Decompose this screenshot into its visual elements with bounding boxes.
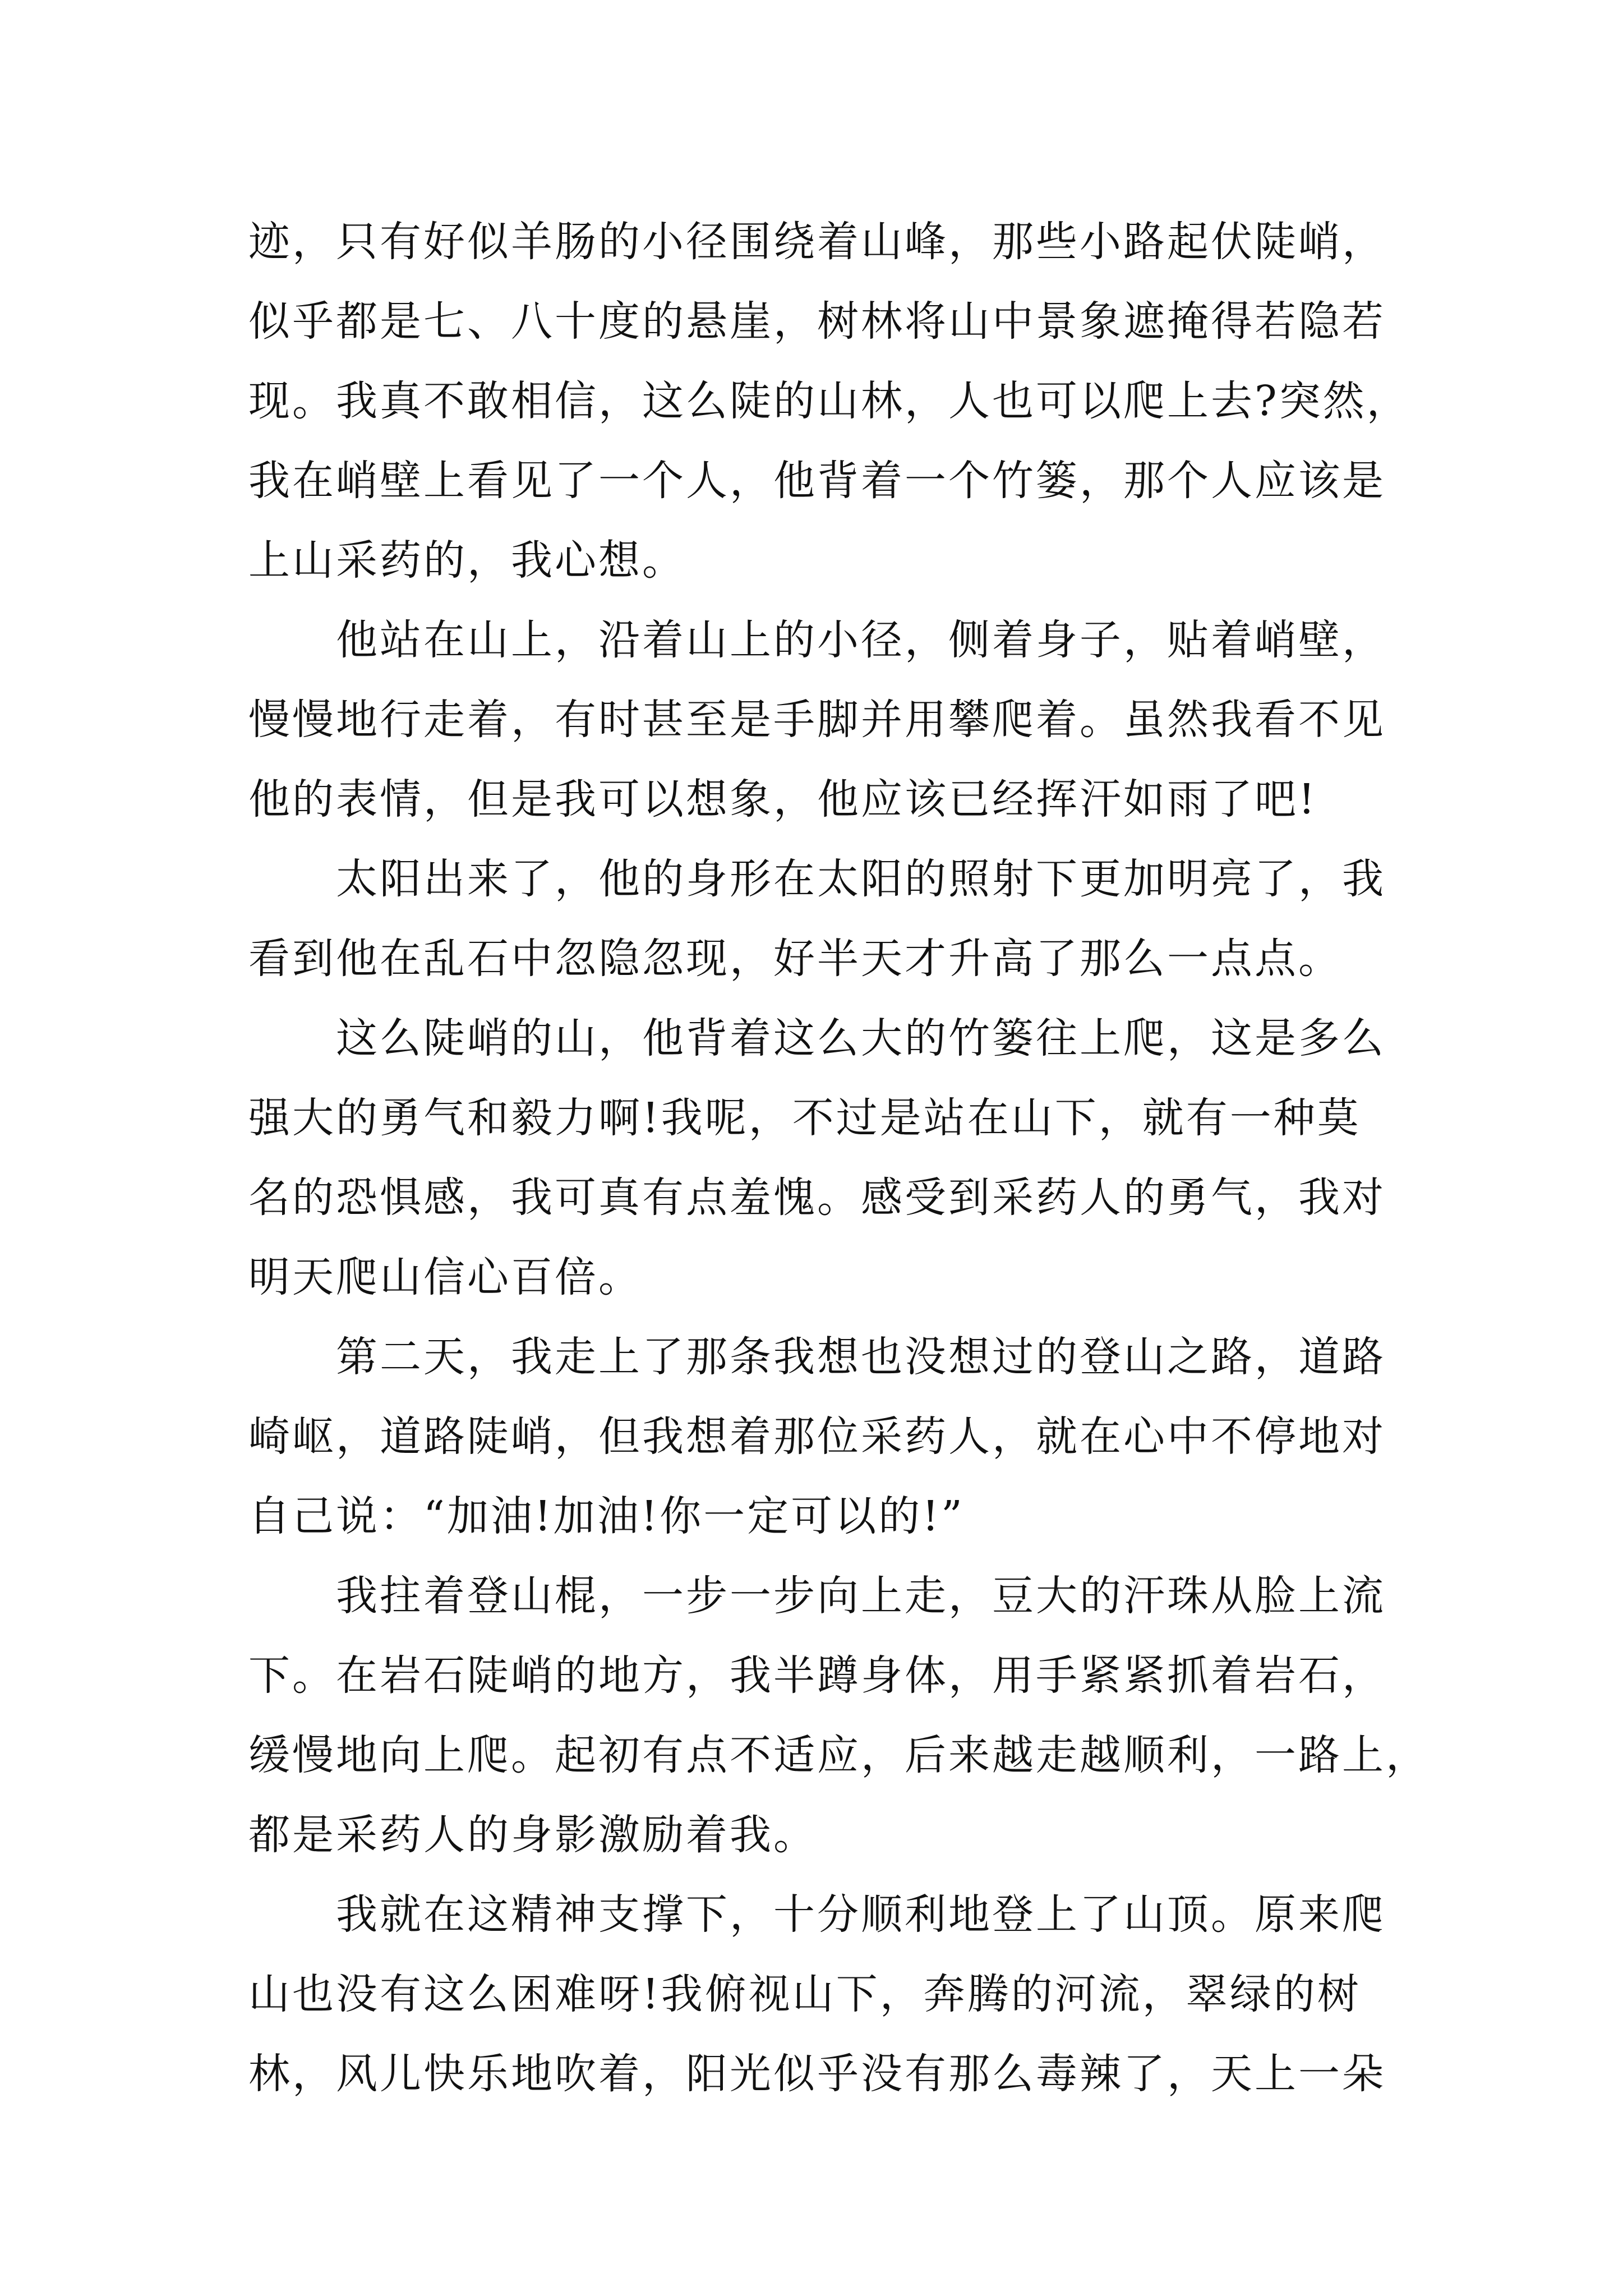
paragraph-first-line: 这么陡峭的山，他背着这么大的竹篓往上爬，这是多么 xyxy=(336,1014,1386,1062)
document-body xyxy=(248,202,1430,2114)
text-line: 强大的勇气和毅力啊!我呢，不过是站在山下，就有一种莫 xyxy=(248,1094,1361,1142)
text-line: 都是采药人的身影激励着我。 xyxy=(248,1811,817,1859)
text-line: 看到他在乱石中忽隐忽现，好半天才升高了那么一点点。 xyxy=(248,935,1342,983)
text-line: 下。在岩石陡峭的地方，我半蹲身体，用手紧紧抓着岩石， xyxy=(248,1651,1386,1700)
text-line: 迹，只有好似羊肠的小径围绕着山峰，那些小路起伏陡峭， xyxy=(248,218,1386,266)
text-line: 慢慢地行走着，有时甚至是手脚并用攀爬着。虽然我看不见 xyxy=(248,696,1386,744)
text-line: 缓慢地向上爬。起初有点不适应，后来越走越顺利，一路上， xyxy=(248,1731,1430,1779)
text-line: 崎岖，道路陡峭，但我想着那位采药人，就在心中不停地对 xyxy=(248,1412,1386,1461)
paragraph-first-line: 第二天，我走上了那条我想也没想过的登山之路，道路 xyxy=(336,1333,1386,1381)
text-line: 他的表情，但是我可以想象，他应该已经挥汗如雨了吧! xyxy=(248,775,1317,823)
paragraph-first-line: 太阳出来了，他的身形在太阳的照射下更加明亮了，我 xyxy=(336,855,1386,903)
text-line: 山也没有这么困难呀!我俯视山下，奔腾的河流，翠绿的树 xyxy=(248,1970,1361,2018)
text-line: 上山采药的，我心想。 xyxy=(248,536,686,585)
text-line: 现。我真不敢相信，这么陡的山林，人也可以爬上去?突然， xyxy=(248,377,1410,425)
paragraph-first-line: 他站在山上，沿着山上的小径，侧着身子，贴着峭壁， xyxy=(336,616,1386,664)
text-line: 明天爬山信心百倍。 xyxy=(248,1253,642,1301)
text-line: 名的恐惧感，我可真有点羞愧。感受到采药人的勇气，我对 xyxy=(248,1174,1386,1222)
text-line: 自己说：“加油!加油!你一定可以的!” xyxy=(248,1492,965,1540)
paragraph-first-line: 我就在这精神支撑下，十分顺利地登上了山顶。原来爬 xyxy=(336,1890,1386,1939)
text-line: 似乎都是七、八十度的悬崖，树林将山中景象遮掩得若隐若 xyxy=(248,297,1386,346)
paragraph-first-line: 我拄着登山棍，一步一步向上走，豆大的汗珠从脸上流 xyxy=(336,1572,1386,1620)
text-line: 我在峭壁上看见了一个人，他背着一个竹篓，那个人应该是 xyxy=(248,457,1386,505)
text-line: 林，风儿快乐地吹着，阳光似乎没有那么毒辣了，天上一朵 xyxy=(248,2050,1386,2098)
